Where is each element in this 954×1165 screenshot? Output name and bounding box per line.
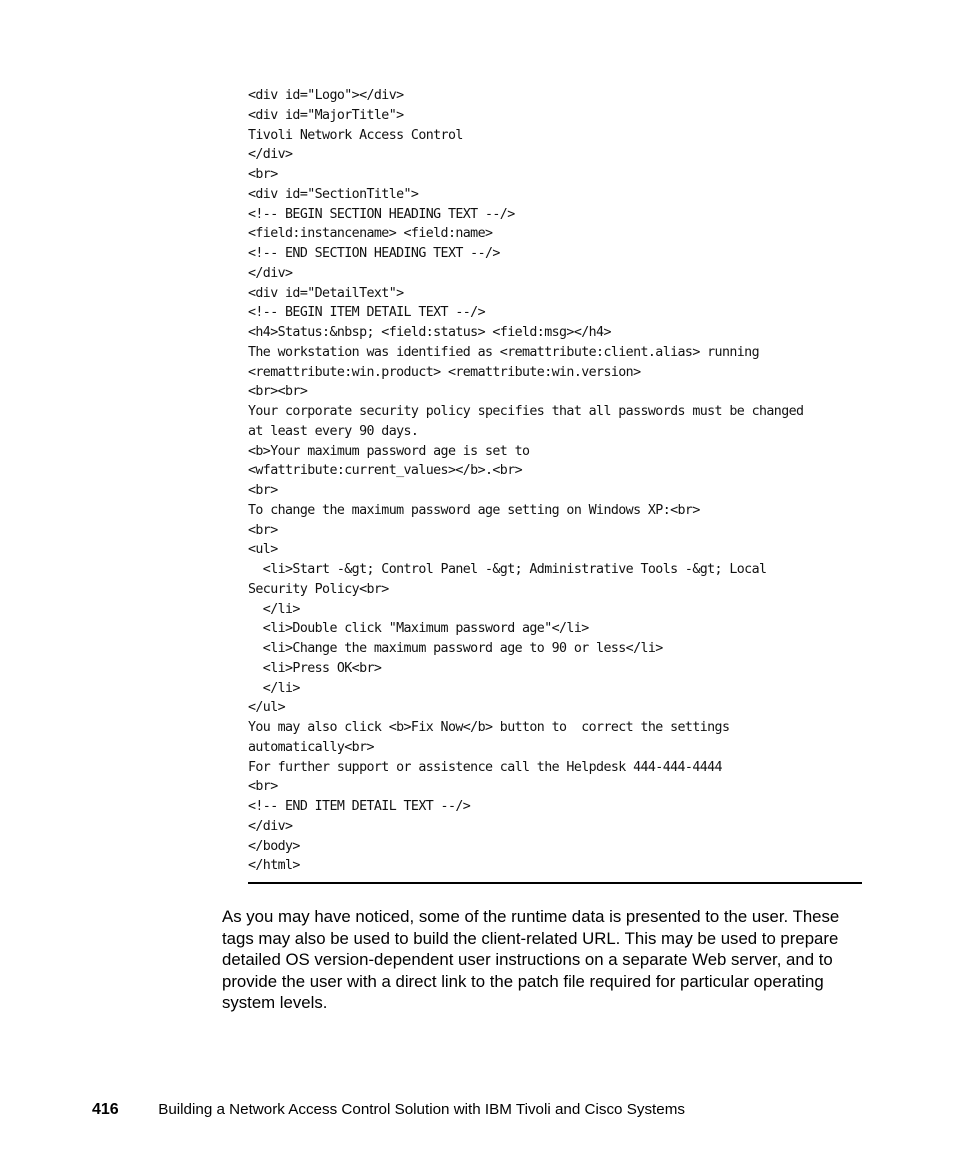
code-line: <li>Double click "Maximum password age"</li>	[248, 621, 589, 637]
code-line: <li>Change the maximum password age to 90 or less</li>	[248, 641, 663, 656]
code-line: <div id="DetailText">	[248, 285, 404, 301]
code-line: <div id="Logo"></div>	[248, 88, 404, 103]
code-line: automatically<br>	[248, 739, 374, 755]
code-line: <br><br>	[248, 384, 308, 400]
code-line: Tivoli Network Access Control	[248, 127, 463, 143]
code-line: <li>Start -&gt; Control Panel -&gt; Administrative Tools -&gt; Local	[248, 562, 767, 577]
code-line: <ul>	[248, 542, 278, 558]
code-line: <!-- END SECTION HEADING TEXT --/>	[248, 246, 500, 261]
code-line: Your corporate security policy specifies that all passwords must be changed	[248, 404, 804, 419]
code-listing	[248, 86, 862, 884]
code-line: <!-- END ITEM DETAIL TEXT --/>	[248, 799, 471, 814]
code-line: <div id="MajorTitle">	[248, 107, 404, 123]
code-line: <br>	[248, 522, 278, 538]
code-line: <div id="SectionTitle">	[248, 186, 419, 202]
book-title: Building a Network Access Control Solution with IBM Tivoli and Cisco Systems	[158, 1101, 685, 1118]
code-line: <!-- BEGIN SECTION HEADING TEXT --/>	[248, 206, 515, 222]
code-line: <h4>Status:&nbsp; <field:status> <field:msg></h4>	[248, 325, 611, 340]
code-line: <br>	[248, 483, 278, 498]
code-line: For further support or assistence call the Helpdesk 444-444-4444	[248, 759, 722, 775]
code-line: <li>Press OK<br>	[248, 660, 382, 676]
code-line: <!-- BEGIN ITEM DETAIL TEXT --/>	[248, 305, 485, 321]
code-line: <field:instancename> <field:name>	[248, 226, 493, 242]
page-number: 416	[92, 1101, 119, 1118]
code-line: The workstation was identified as <remattribute:client.alias> running	[248, 344, 759, 360]
code-line: </div>	[248, 265, 293, 281]
code-line: </div>	[248, 147, 293, 163]
code-line: <b>Your maximum password age is set to	[248, 443, 530, 459]
code-line: <br>	[248, 779, 278, 795]
code-line: </body>	[248, 838, 300, 854]
code-line: <wfattribute:current_values></b>.<br>	[248, 463, 523, 479]
code-line: Security Policy<br>	[248, 581, 389, 597]
code-line: at least every 90 days.	[248, 423, 419, 439]
code-line: You may also click <b>Fix Now</b> button to correct the settings	[248, 720, 730, 735]
code-line: </li>	[248, 601, 300, 617]
code-line: </li>	[248, 680, 300, 696]
code-line: </html>	[248, 858, 300, 874]
page-footer	[92, 1100, 872, 1120]
code-line: To change the maximum password age setting on Windows XP:<br>	[248, 502, 700, 518]
code-line: <remattribute:win.product> <remattribute:win.version>	[248, 364, 641, 380]
code-line: </ul>	[248, 700, 286, 716]
code-line: <br>	[248, 167, 278, 182]
code-line: </div>	[248, 818, 293, 834]
body-paragraph: As you may have noticed, some of the runtime data is presented to the user. These tags may also be used to build the client-related URL. This may be used to prepare detailed OS version-dependent user instructions on a separate Web server, and to provide the user with a direct link to the patch file required for particular operating system levels.	[222, 907, 840, 1013]
